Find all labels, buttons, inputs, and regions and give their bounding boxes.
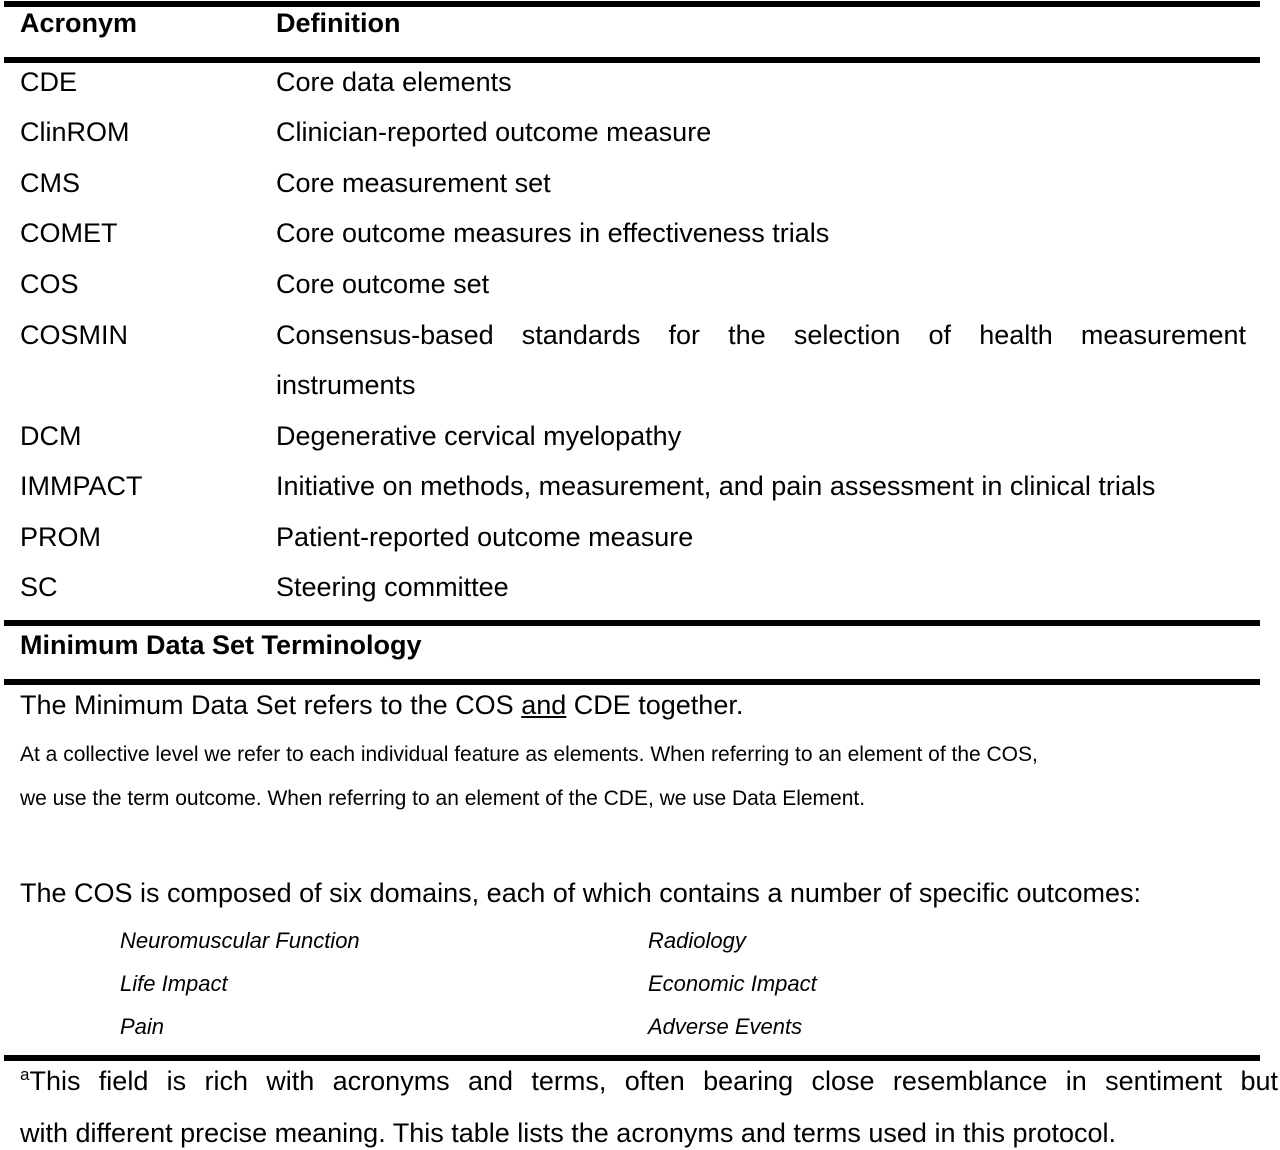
row-acronym: COMET — [20, 218, 118, 248]
row-acronym: COS — [20, 269, 79, 299]
terminology-title: Minimum Data Set Terminology — [20, 630, 422, 660]
row-definition: Core data elements — [276, 67, 512, 97]
row-definition: Clinician-reported outcome measure — [276, 117, 712, 147]
domain-item: Life Impact — [120, 971, 228, 996]
terminology-definition-post: CDE together. — [566, 690, 744, 720]
terminology-definition-underlined: and — [521, 690, 567, 720]
terminology-definition — [20, 692, 743, 719]
row-definition: Core outcome set — [276, 269, 490, 299]
terminology-definition-pre: The Minimum Data Set refers to the COS — [20, 690, 522, 720]
row-definition-continued: instruments — [276, 370, 416, 400]
table-top-rule — [4, 1, 1260, 7]
row-definition: Steering committee — [276, 572, 509, 602]
footnote-line — [20, 1065, 1278, 1096]
domain-item: Radiology — [648, 928, 746, 953]
row-definition: Consensus-based standards for the selection of health measurement — [276, 320, 1246, 350]
footnote-line: with different precise meaning. This table lists the acronyms and terms used in this protocol. — [20, 1118, 1117, 1148]
row-definition: Core outcome measures in effectiveness trials — [276, 218, 830, 248]
cos-intro: The COS is composed of six domains, each of which contains a number of specific outcomes: — [20, 878, 1142, 908]
header-bottom-rule — [4, 57, 1260, 63]
row-definition: Degenerative cervical myelopathy — [276, 421, 682, 451]
domain-item: Adverse Events — [648, 1014, 803, 1039]
row-acronym: ClinROM — [20, 117, 130, 147]
header-definition: Definition — [276, 8, 401, 38]
row-acronym: IMMPACT — [20, 471, 143, 501]
terminology-paragraph-line: At a collective level we refer to each individual feature as elements. When referring to an element of the COS, — [20, 743, 1038, 766]
domain-item: Economic Impact — [648, 971, 817, 996]
row-acronym: DCM — [20, 421, 82, 451]
header-acronym: Acronym — [20, 8, 138, 38]
row-acronym: PROM — [20, 522, 101, 552]
footnote-marker: a — [20, 1065, 30, 1084]
row-acronym: CDE — [20, 67, 78, 97]
row-definition: Initiative on methods, measurement, and pain assessment in clinical trials — [276, 471, 1156, 501]
terminology-title-rule — [4, 679, 1260, 685]
footnote-text: This field is rich with acronyms and terms, often bearing close resemblance in sentiment but — [29, 1066, 1278, 1096]
row-acronym: COSMIN — [20, 320, 128, 350]
table-bottom-rule — [4, 1055, 1260, 1061]
row-acronym: SC — [20, 572, 58, 602]
domain-item: Pain — [120, 1014, 165, 1039]
terminology-top-rule — [4, 620, 1260, 626]
terminology-paragraph-line: we use the term outcome. When referring to an element of the CDE, we use Data Element. — [20, 787, 866, 810]
row-definition: Patient-reported outcome measure — [276, 522, 694, 552]
row-definition: Core measurement set — [276, 168, 551, 198]
row-acronym: CMS — [20, 168, 80, 198]
domain-item: Neuromuscular Function — [120, 928, 360, 953]
